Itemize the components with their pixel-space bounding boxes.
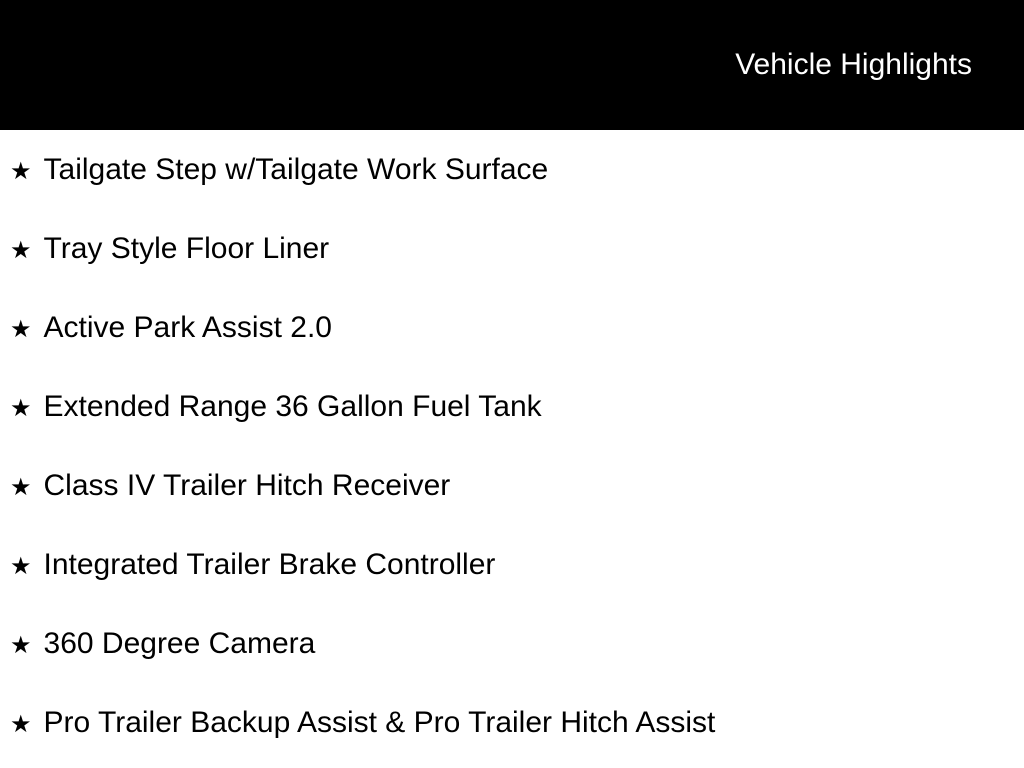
star-icon: ★ (10, 474, 32, 501)
list-item-label: Active Park Assist 2.0 (43, 311, 332, 344)
list-item (0, 604, 1024, 683)
page-title: Vehicle Highlights (735, 48, 972, 81)
list-item-label: Class IV Trailer Hitch Receiver (43, 469, 451, 502)
list-item-label: Tray Style Floor Liner (43, 232, 330, 265)
list-item (0, 367, 1024, 446)
star-icon: ★ (10, 395, 32, 422)
list-item (0, 130, 1024, 209)
list-item-label: Tailgate Step w/Tailgate Work Surface (43, 153, 549, 186)
star-icon: ★ (10, 237, 32, 264)
star-icon: ★ (10, 553, 32, 580)
star-icon: ★ (10, 711, 32, 738)
list-item-label: 360 Degree Camera (43, 627, 316, 660)
list-item (0, 525, 1024, 604)
list-item (0, 288, 1024, 367)
header-bar (0, 0, 1024, 130)
list-item (0, 209, 1024, 288)
list-item-label: Extended Range 36 Gallon Fuel Tank (43, 390, 542, 423)
star-icon: ★ (10, 632, 32, 659)
star-icon: ★ (10, 158, 32, 185)
list-item-label: Pro Trailer Backup Assist & Pro Trailer Hitch Assist (43, 706, 716, 739)
highlights-list (0, 130, 1024, 762)
list-item (0, 446, 1024, 525)
list-item (0, 683, 1024, 762)
list-item-label: Integrated Trailer Brake Controller (43, 548, 496, 581)
star-icon: ★ (10, 316, 32, 343)
